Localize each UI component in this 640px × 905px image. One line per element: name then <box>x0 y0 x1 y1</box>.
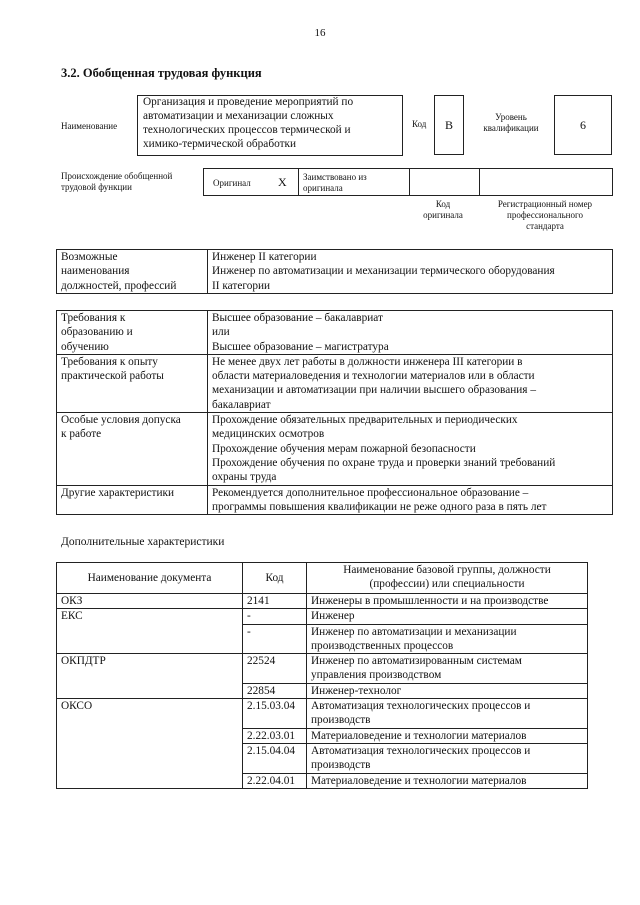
table-row <box>57 609 588 624</box>
row-name: Инженер по автоматизированным системам управления производством <box>307 654 588 684</box>
table-row <box>57 485 613 515</box>
header-name: Наименование базовой группы, должности (профессии) или специальности <box>307 563 588 594</box>
additional-title: Дополнительные характеристики <box>61 536 225 548</box>
row-code: - <box>243 609 307 624</box>
divider <box>409 169 410 195</box>
header-doc: Наименование документа <box>57 563 243 594</box>
table-row <box>57 728 588 743</box>
row-code: - <box>243 624 307 654</box>
table-row <box>57 354 613 412</box>
positions-label: Возможные наименования должностей, профессий <box>57 250 208 294</box>
row-name: Автоматизация технологических процессов и производств <box>307 699 588 729</box>
table-row <box>57 594 588 609</box>
row-name: Инженер по автоматизации и механизации производственных процессов <box>307 624 588 654</box>
table-row <box>57 743 588 773</box>
divider <box>479 169 480 195</box>
row-code: 2141 <box>243 594 307 609</box>
row-doc <box>57 773 243 788</box>
row-code: 22854 <box>243 683 307 698</box>
original-label: Оригинал <box>213 178 251 188</box>
table-row <box>57 413 613 485</box>
function-name-frame <box>137 95 403 156</box>
row-doc <box>57 728 243 743</box>
table-header <box>57 563 588 594</box>
table-row <box>57 699 588 729</box>
table-row <box>57 773 588 788</box>
positions-table <box>56 249 613 294</box>
row-name: Инженер <box>307 609 588 624</box>
row-name: Инженеры в промышленности и на производстве <box>307 594 588 609</box>
row-name: Инженер-технолог <box>307 683 588 698</box>
row-doc <box>57 743 243 773</box>
req-label: Другие характеристики <box>57 485 208 515</box>
row-code: 2.15.03.04 <box>243 699 307 729</box>
row-code: 2.15.04.04 <box>243 743 307 773</box>
req-value: Рекомендуется дополнительное профессиональное образование – программы повышения квалификации не реже одного раза в пять лет <box>208 485 613 515</box>
page-number: 16 <box>314 27 326 39</box>
table-row <box>57 624 588 654</box>
header-code: Код <box>243 563 307 594</box>
divider <box>298 169 299 195</box>
req-value: Не менее двух лет работы в должности инженера III категории в области материаловедения и технологии материалов или в области механизации и автоматизации при наличии высшего образования – бакалавриат <box>208 354 613 412</box>
req-label: Требования к образованию и обучению <box>57 311 208 355</box>
row-doc: ЕКС <box>57 609 243 624</box>
original-mark: X <box>278 175 287 189</box>
requirements-table <box>56 310 613 515</box>
level-label: Уровень квалификации <box>483 112 539 133</box>
code-label: Код <box>412 119 427 129</box>
reg-number-label: Регистрационный номер профессионального стандарта <box>497 199 593 231</box>
table-row <box>57 250 613 294</box>
section-title: 3.2. Обобщенная трудовая функция <box>61 66 262 80</box>
row-name: Материаловедение и технологии материалов <box>307 728 588 743</box>
origin-label: Происхождение обобщенной трудовой функции <box>61 171 173 192</box>
row-doc: ОКСО <box>57 699 243 729</box>
req-value: Прохождение обязательных предварительных и периодических медицинских осмотров Прохождение обучения мерам пожарной безопасности Прохождение обучения по охране труда и проверки знаний требований охраны труда <box>208 413 613 485</box>
req-value: Высшее образование – бакалавриат или Высшее образование – магистратура <box>208 311 613 355</box>
level-value: 6 <box>554 95 612 155</box>
function-name: Организация и проведение мероприятий по автоматизации и механизации сложных технологических процессов термической и химико-термической обработки <box>137 95 402 155</box>
positions-value: Инженер II категории Инженер по автоматизации и механизации термического оборудования II категории <box>208 250 613 294</box>
row-doc <box>57 683 243 698</box>
row-name: Автоматизация технологических процессов и производств <box>307 743 588 773</box>
code-value: B <box>434 95 464 155</box>
table-row <box>57 683 588 698</box>
origin-table <box>203 168 613 196</box>
row-doc: ОКЗ <box>57 594 243 609</box>
additional-table <box>56 562 588 789</box>
table-row <box>57 311 613 355</box>
row-doc <box>57 624 243 654</box>
name-label: Наименование <box>61 121 118 131</box>
table-row <box>57 654 588 684</box>
row-code: 22524 <box>243 654 307 684</box>
req-label: Требования к опыту практической работы <box>57 354 208 412</box>
code-original-label: Код оригинала <box>423 199 463 220</box>
row-doc: ОКПДТР <box>57 654 243 684</box>
row-code: 2.22.03.01 <box>243 728 307 743</box>
req-label: Особые условия допуска к работе <box>57 413 208 485</box>
row-code: 2.22.04.01 <box>243 773 307 788</box>
borrowed-label: Заимствовано из оригинала <box>303 172 367 193</box>
row-name: Материаловедение и технологии материалов <box>307 773 588 788</box>
